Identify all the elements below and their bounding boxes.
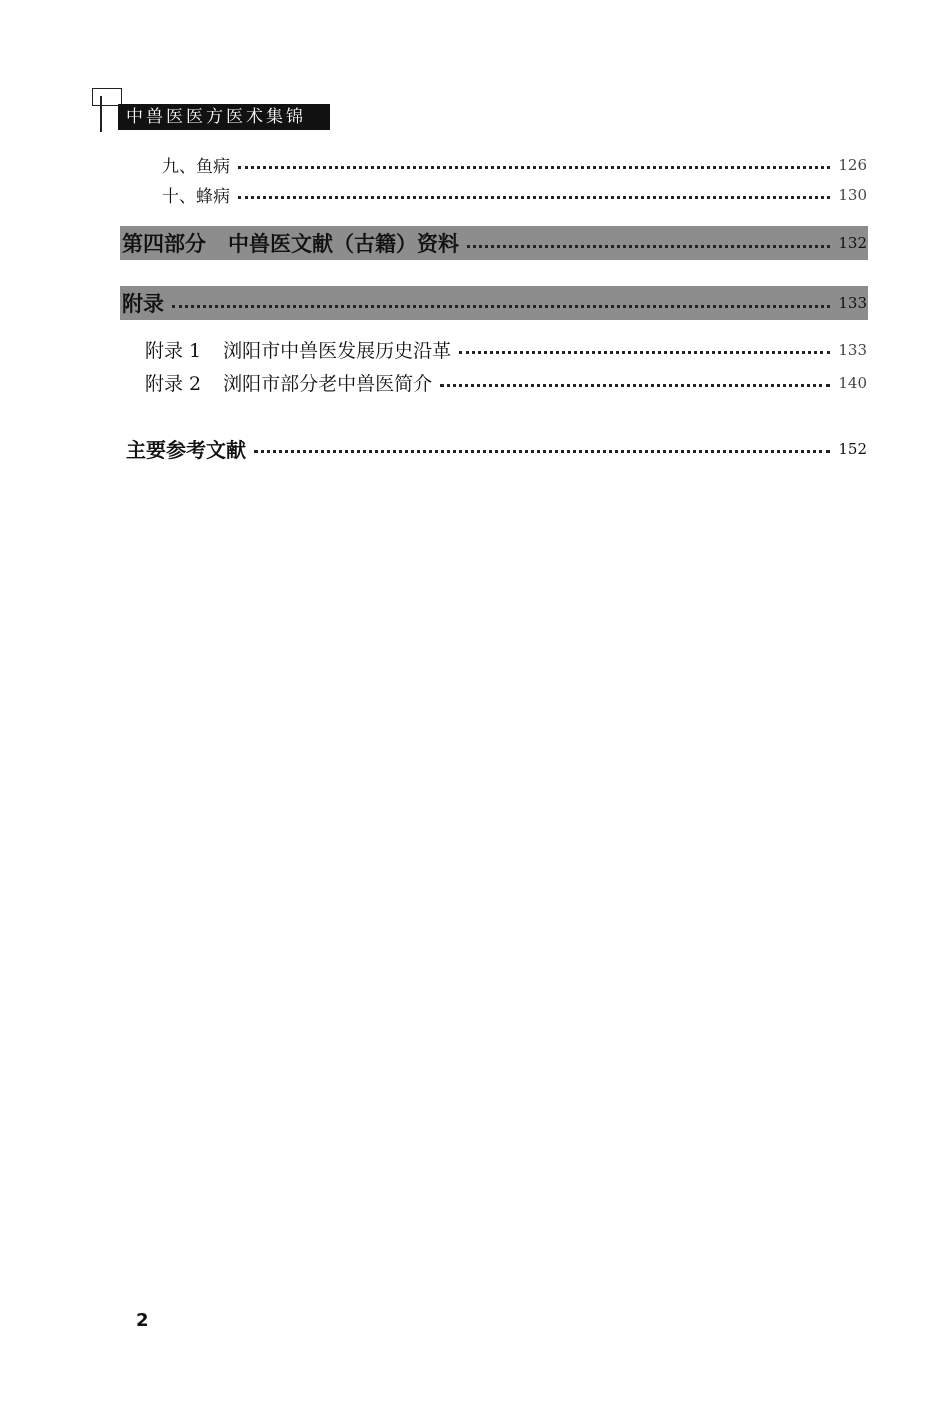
leader-dots [459,351,830,354]
leader-dots [172,305,830,308]
toc-entry-page: 152 [838,439,867,458]
leader-dots [440,384,830,387]
appendix-item-num: 附录 2 [145,373,202,395]
toc-entry-label: 十、蜂病 [162,187,230,207]
toc-entry-appendix-1[interactable] [145,336,867,363]
toc-entry-label: 九、鱼病 [162,157,230,177]
toc-entry-page: 140 [838,373,867,392]
toc-entry-bee-disease[interactable] [162,182,867,207]
leader-dots [254,450,830,453]
appendix-label: 附录 [122,292,164,316]
toc-entry-part4[interactable] [122,229,867,257]
part4-label-a: 第四部分 [122,232,206,256]
toc-entry-appendix[interactable] [122,289,867,317]
running-header-title: 中兽医医方医术集锦 [118,104,330,130]
appendix-item-num: 附录 1 [145,340,202,362]
toc-entry-page: 133 [838,294,867,312]
toc-entry-page: 130 [838,185,867,204]
leader-dots [238,166,830,169]
page-number: 2 [136,1310,149,1331]
toc-entry-appendix-2[interactable] [145,369,867,396]
toc-entry-page: 126 [838,155,867,174]
leader-dots [467,245,830,248]
toc-entry-fish-disease[interactable] [162,152,867,177]
appendix-item-label: 浏阳市部分老中兽医简介 [223,373,433,395]
leader-dots [238,196,830,199]
toc-entry-page: 132 [838,234,867,252]
references-label: 主要参考文献 [126,438,246,462]
part4-label-b: 中兽医文献（古籍）资料 [228,232,459,256]
appendix-item-label: 浏阳市中兽医发展历史沿革 [223,340,452,362]
toc-entry-references[interactable] [126,434,867,463]
toc-entry-page: 133 [838,340,867,359]
header-ornament-line [100,96,102,132]
